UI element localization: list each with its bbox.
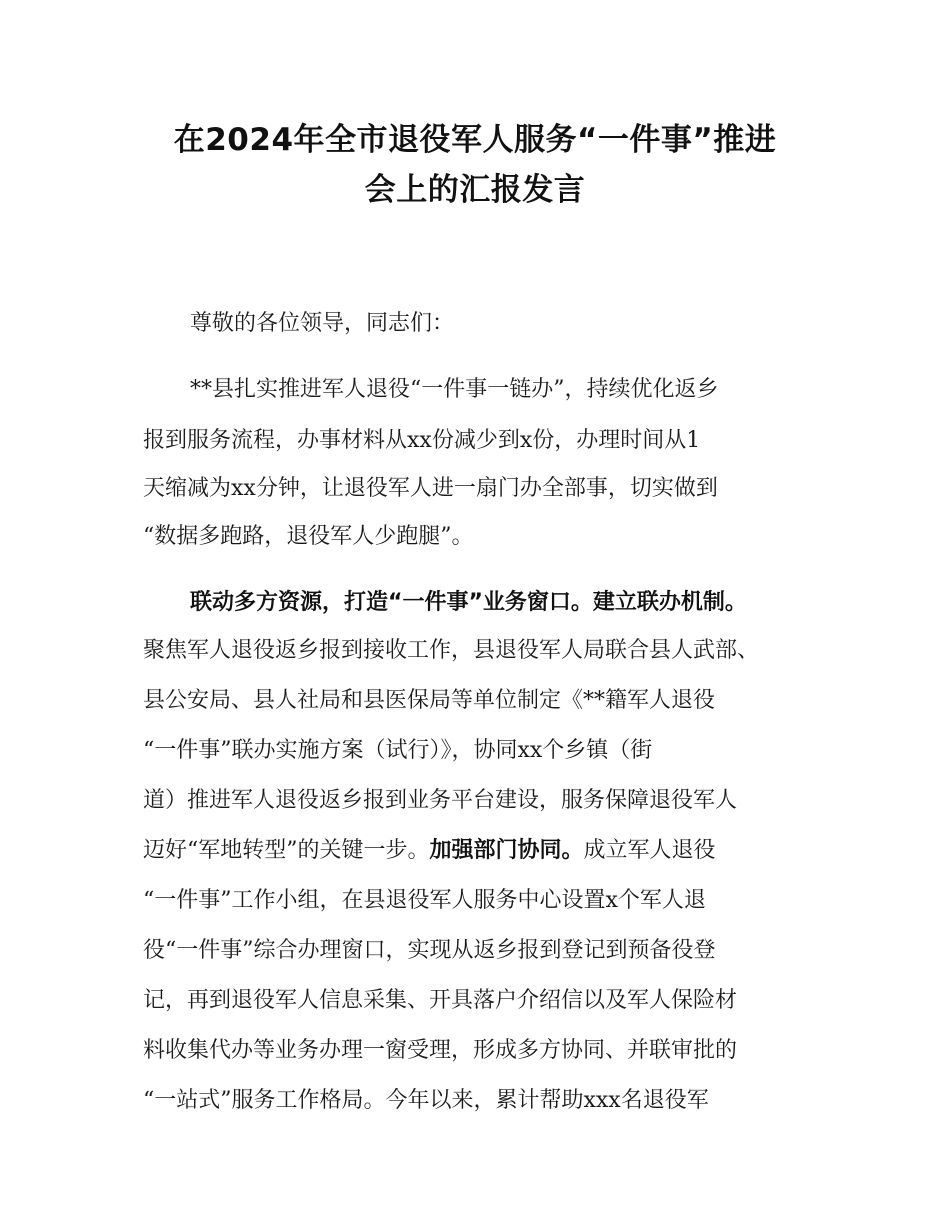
section1-heading: 联动多方资源，打造“一件事”业务窗口。 xyxy=(190,590,593,615)
salutation: 尊敬的各位领导，同志们： xyxy=(190,311,455,336)
section1-line-2: 县公安局、县人社局和县医保局等单位制定《**籍军人退役 xyxy=(143,688,716,713)
section1-line-5 xyxy=(143,836,716,866)
section1-line-9: 料收集代办等业务办理一窗受理，形成多方协同、并联审批的 xyxy=(143,1038,738,1063)
section1-text-before-subheading: 迈好“军地转型”的关键一步。 xyxy=(143,838,430,863)
intro-line-3: 天缩减为xx分钟，让退役军人进一扇门办全部事，切实做到 xyxy=(143,476,718,501)
intro-line-4: “数据多跑路，退役军人少跑腿”。 xyxy=(143,524,474,549)
document-title-line-1: 在2024年全市退役军人服务“一件事”推进 xyxy=(173,122,777,158)
section1-heading-line xyxy=(190,588,747,618)
section1-line-6: “一件事”工作小组，在县退役军人服务中心设置x个军人退 xyxy=(143,888,706,913)
section1-text-after-subheading: 成立军人退役 xyxy=(583,838,716,863)
section1-line-8: 记，再到退役军人信息采集、开具落户介绍信以及军人保险材 xyxy=(143,988,738,1013)
document-title-line-2: 会上的汇报发言 xyxy=(364,172,586,208)
section1-line-1: 聚焦军人退役返乡报到接收工作，县退役军人局联合县人武部、 xyxy=(143,638,760,663)
section1-line-4: 道）推进军人退役返乡报到业务平台建设，服务保障退役军人 xyxy=(143,788,738,813)
section1-subheading-1: 建立联办机制。 xyxy=(592,590,747,615)
section1-line-7: 役“一件事”综合办理窗口，实现从返乡报到登记到预备役登 xyxy=(143,938,716,963)
section1-line-3: “一件事”联办实施方案（试行）》，协同xx个乡镇（街 xyxy=(143,738,653,763)
section1-subheading-2: 加强部门协同。 xyxy=(429,838,584,863)
intro-line-1: **县扎实推进军人退役“一件事一链办”，持续优化返乡 xyxy=(190,377,719,402)
intro-line-2: 报到服务流程，办事材料从xx份减少到x份，办理时间从1 xyxy=(143,428,701,453)
section1-line-10: “一站式”服务工作格局。今年以来，累计帮助xxx名退役军 xyxy=(143,1088,709,1113)
